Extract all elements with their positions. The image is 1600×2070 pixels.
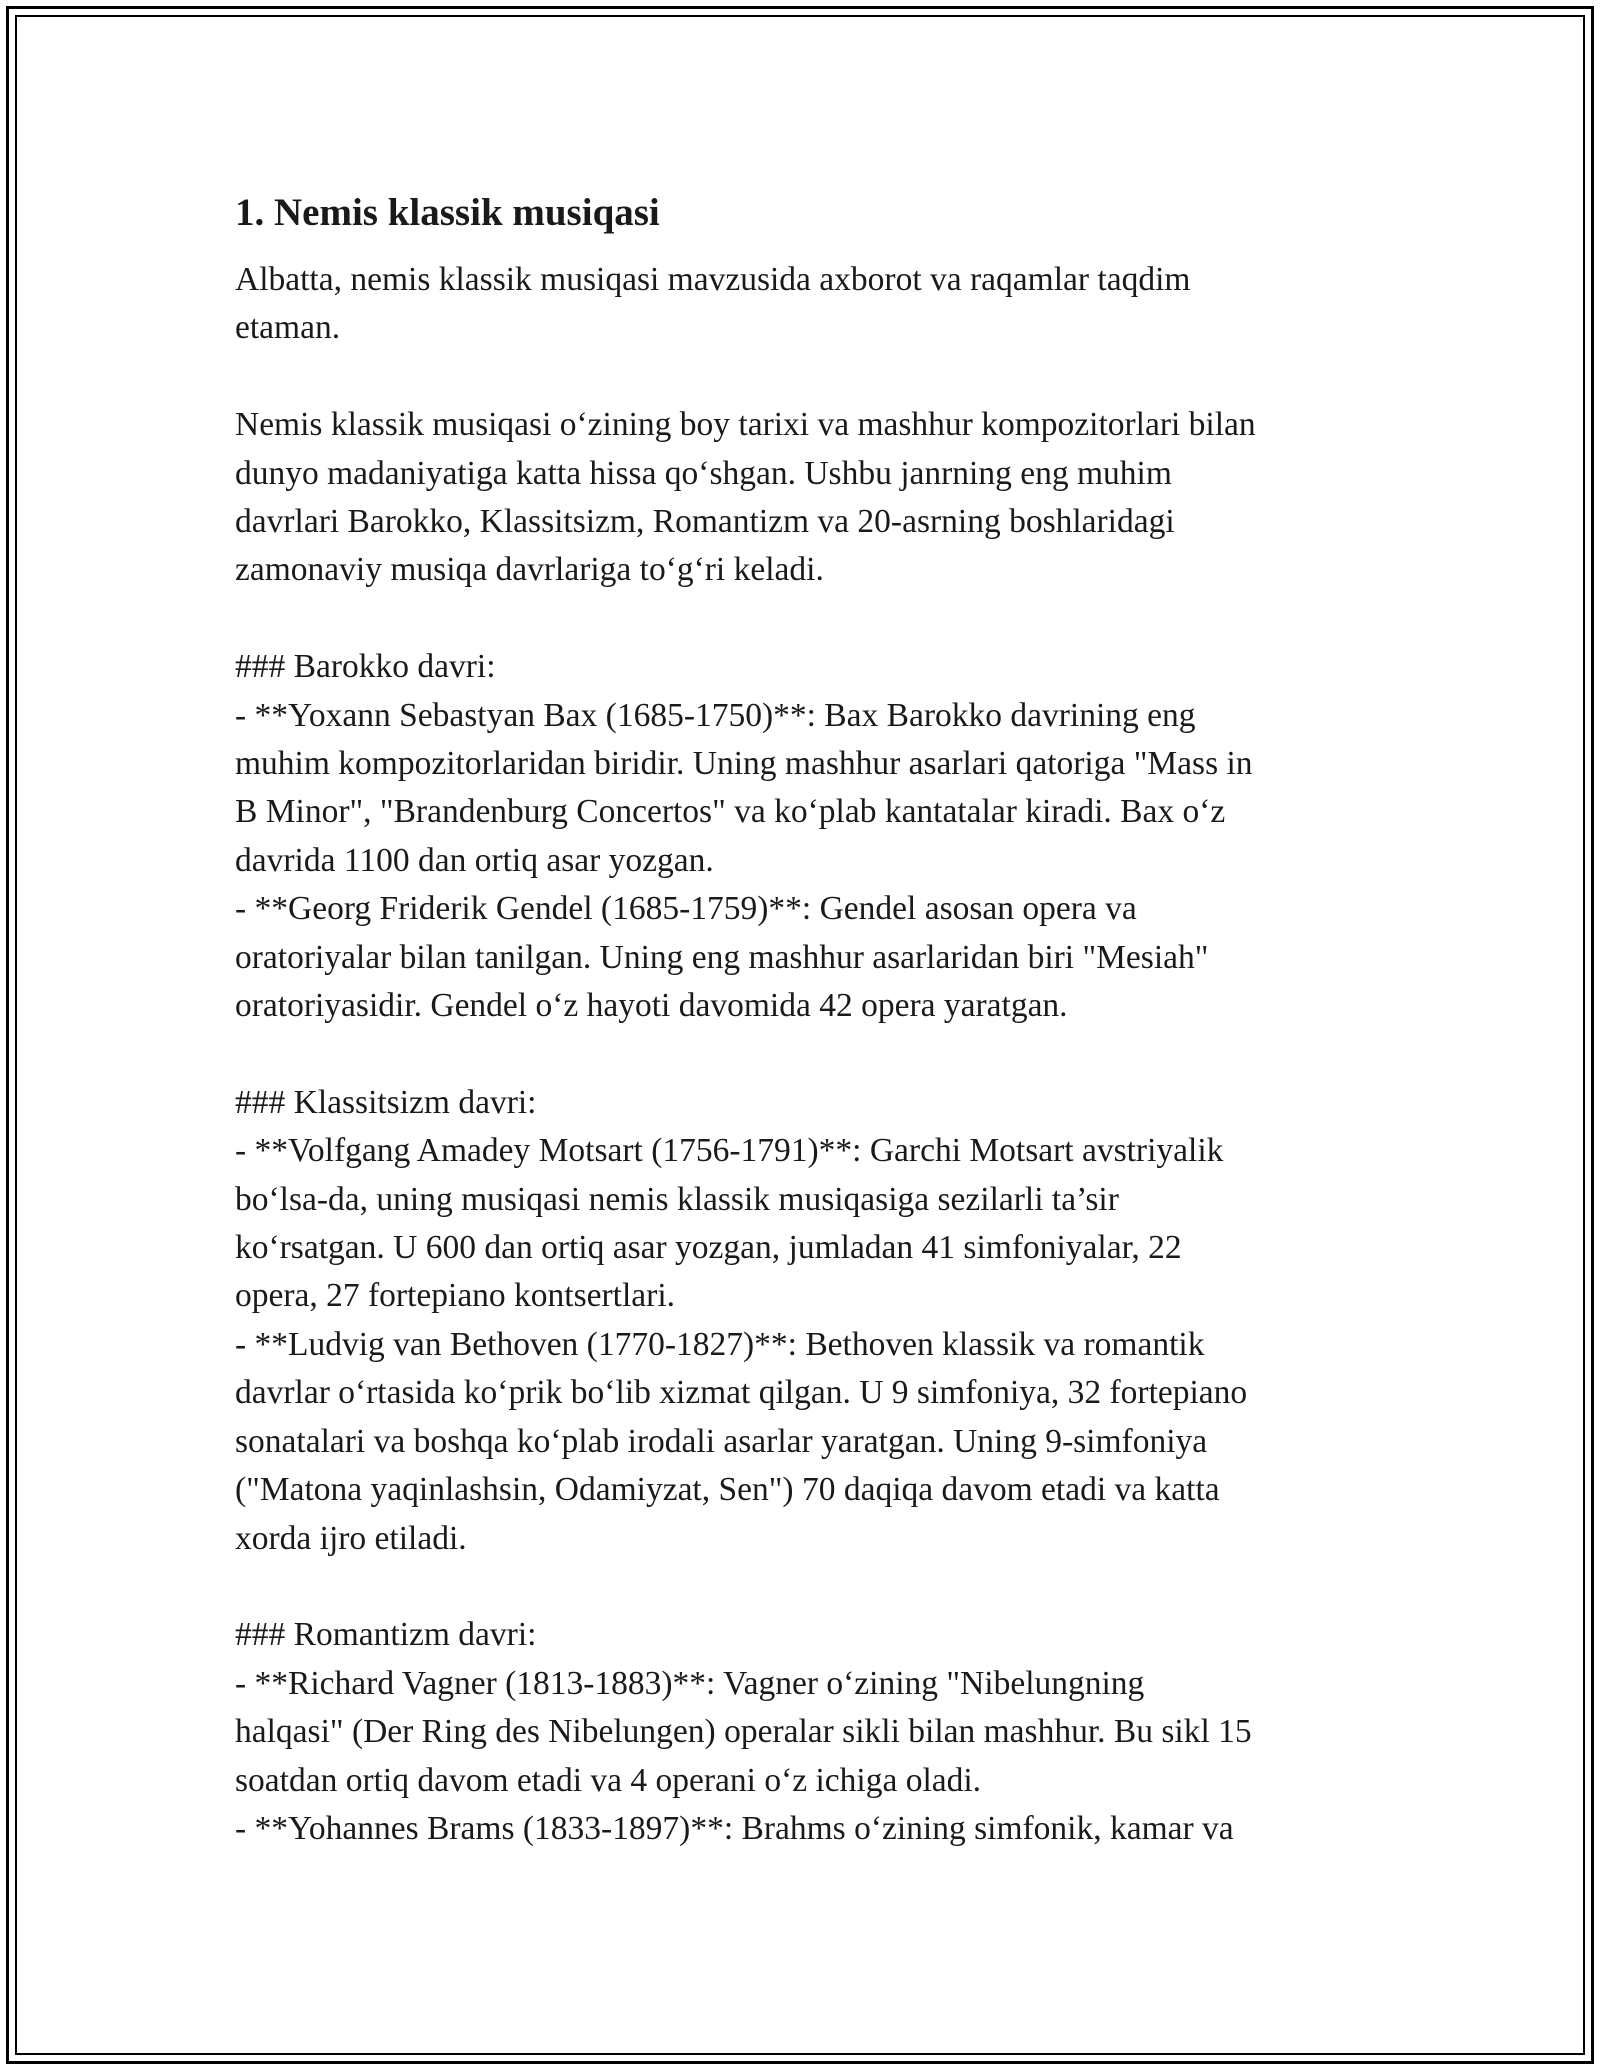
paragraph-gap [235,353,1365,401]
paragraph-gap [235,595,1365,643]
text-line: davrida 1100 dan ortiq asar yozgan. [235,841,714,879]
text-line: - **Georg Friderik Gendel (1685-1759)**: Gendel asosan opera va [235,890,1137,928]
text-line: B Minor", "Brandenburg Concertos" va ko‘plab kantatalar kiradi. Bax o‘z [235,793,1226,831]
text-line: muhim kompozitorlaridan biridir. Uning mashhur asarlari qatoriga "Mass in [235,745,1253,783]
text-line: - **Richard Vagner (1813-1883)**: Vagner o‘zining "Nibelungning [235,1664,1145,1702]
text-line: bo‘lsa-da, uning musiqasi nemis klassik musiqasiga sezilarli ta’sir [235,1180,1119,1218]
text-line: sonatalari va boshqa ko‘plab irodali asarlar yaratgan. Uning 9-simfoniya [235,1422,1208,1460]
paragraph-overview [235,401,1365,595]
paragraph-intro [235,256,1365,353]
section-heading: ### Romantizm davri: [235,1616,537,1654]
text-line: - **Yohannes Brams (1833-1897)**: Brahms o‘zining simfonik, kamar va [235,1809,1234,1847]
text-line: - **Volfgang Amadey Motsart (1756-1791)**: Garchi Motsart avstriyalik [235,1132,1224,1170]
text-line: ko‘rsatgan. U 600 dan ortiq asar yozgan, jumladan 41 simfoniyalar, 22 [235,1229,1182,1267]
text-line: oratoriyalar bilan tanilgan. Uning eng mashhur asarlaridan biri "Mesiah" [235,938,1209,976]
text-line: etaman. [235,309,341,347]
text-line: halqasi" (Der Ring des Nibelungen) operalar sikli bilan mashhur. Bu sikl 15 [235,1713,1252,1751]
section-barokko [235,643,1365,1030]
document-body [235,184,1365,1853]
document-title: 1. Nemis klassik musiqasi [235,191,660,234]
text-line: dunyo madaniyatiga katta hissa qo‘shgan. Ushbu janrning eng muhim [235,454,1172,492]
text-line: davrlar o‘rtasida ko‘prik bo‘lib xizmat qilgan. U 9 simfoniya, 32 fortepiano [235,1374,1248,1412]
section-klassitsizm [235,1079,1365,1563]
section-heading: ### Klassitsizm davri: [235,1083,537,1121]
text-line: ("Matona yaqinlashsin, Odamiyzat, Sen") 70 daqiqa davom etadi va katta [235,1471,1220,1509]
text-line: - **Yoxann Sebastyan Bax (1685-1750)**: Bax Barokko davrining eng [235,696,1196,734]
text-line: opera, 27 fortepiano kontsertlari. [235,1277,675,1315]
text-line: Nemis klassik musiqasi o‘zining boy tarixi va mashhur kompozitorlari bilan [235,406,1256,444]
text-line: oratoriyasidir. Gendel o‘z hayoti davomida 42 opera yaratgan. [235,987,1068,1025]
text-line: zamonaviy musiqa davrlariga to‘g‘ri keladi. [235,551,824,589]
paragraph-gap [235,1563,1365,1611]
section-romantizm [235,1611,1365,1853]
text-line: xorda ijro etiladi. [235,1519,467,1557]
text-line: - **Ludvig van Bethoven (1770-1827)**: Bethoven klassik va romantik [235,1325,1205,1363]
text-line: Albatta, nemis klassik musiqasi mavzusida axborot va raqamlar taqdim [235,261,1191,298]
paragraph-gap [235,1030,1365,1078]
text-line: soatdan ortiq davom etadi va 4 operani o‘z ichiga oladi. [235,1761,982,1799]
text-line: davrlari Barokko, Klassitsizm, Romantizm va 20-asrning boshlaridagi [235,503,1175,541]
section-heading: ### Barokko davri: [235,648,496,686]
